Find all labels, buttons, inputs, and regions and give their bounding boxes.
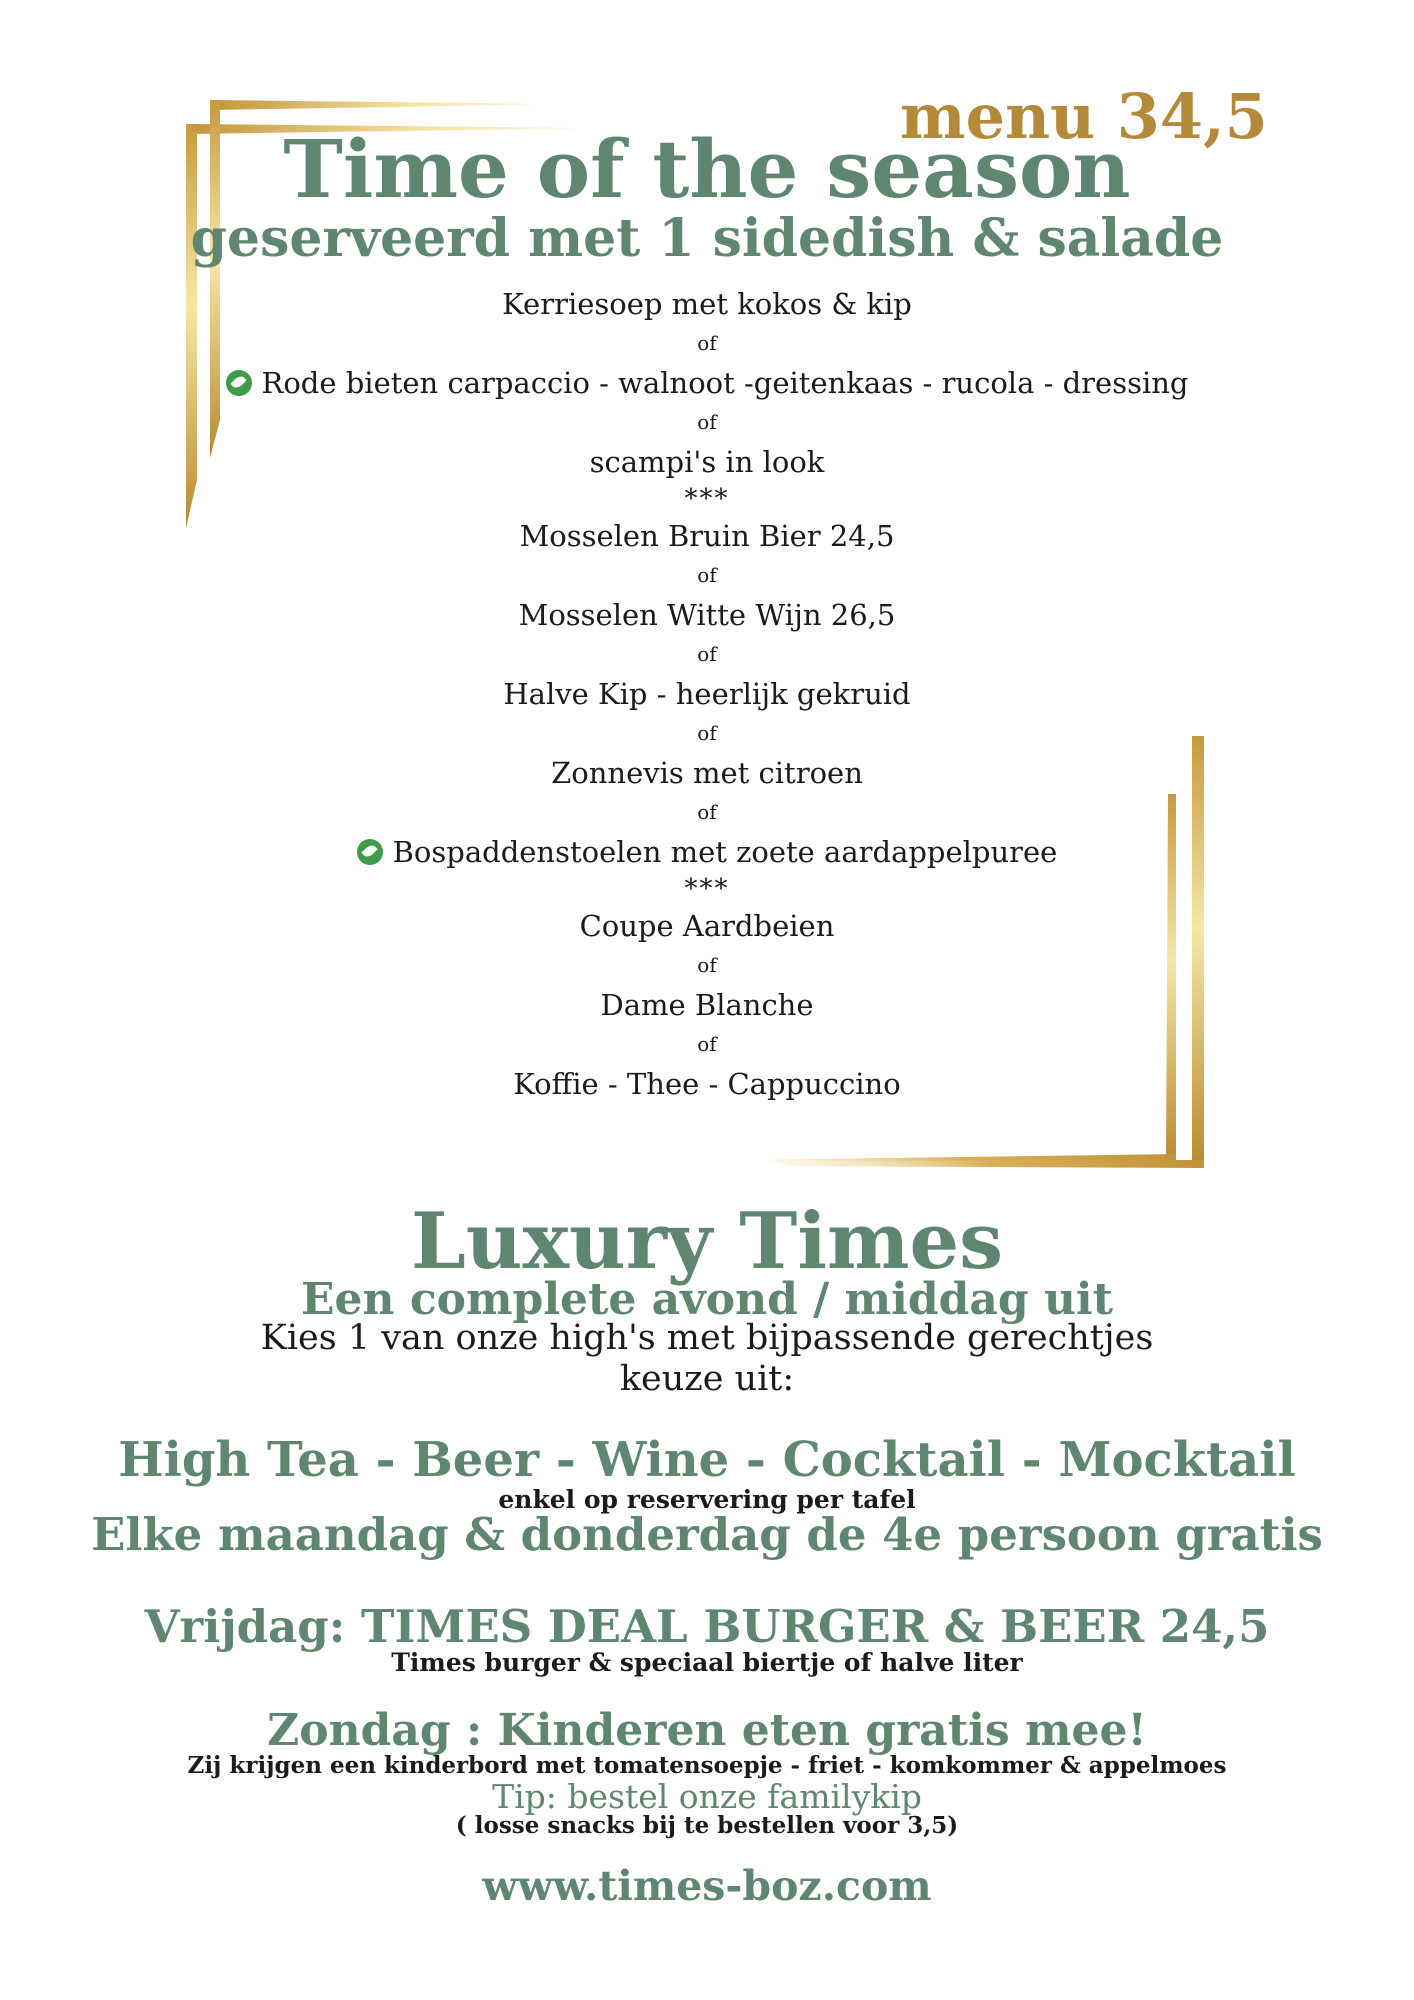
- or-separator: of: [697, 953, 717, 977]
- luxury-intro: Kies 1 van onze high's met bijpassende gerechtjes: [260, 1318, 1154, 1358]
- starter-item: scampi's in look: [589, 445, 825, 479]
- menu-price-tag: menu 34,5: [900, 80, 1268, 153]
- season-menu-title: Time of the season: [283, 122, 1131, 216]
- monday-thursday-offer: Elke maandag & donderdag de 4e persoon gratis: [91, 1508, 1323, 1561]
- vegetarian-leaf-icon: [357, 839, 383, 865]
- main-item: Zonnevis met citroen: [551, 756, 863, 790]
- or-separator: of: [697, 721, 717, 745]
- season-menu-subtitle: geserveerd met 1 sidedish & salade: [190, 208, 1224, 269]
- snacks-note: ( losse snacks bij te bestellen voor 3,5): [455, 1812, 959, 1839]
- course-separator: ***: [684, 484, 730, 514]
- luxury-subtitle: Een complete avond / middag uit: [301, 1274, 1113, 1325]
- dessert-item: Coupe Aardbeien: [579, 909, 835, 943]
- dessert-item: Koffie - Thee - Cappuccino: [513, 1067, 901, 1101]
- sunday-offer-note: Zij krijgen een kinderbord met tomatensoepje - friet - komkommer & appelmoes: [187, 1752, 1227, 1779]
- friday-offer: Vrijdag: TIMES DEAL BURGER & BEER 24,5: [144, 1600, 1270, 1653]
- dessert-item: Dame Blanche: [600, 988, 814, 1022]
- starter-item: [0, 363, 1414, 403]
- luxury-intro-choice: keuze uit:: [619, 1359, 795, 1399]
- highs-options: High Tea - Beer - Wine - Cocktail - Mocktail: [118, 1432, 1296, 1488]
- course-separator: ***: [684, 874, 730, 904]
- dish-label: Bospaddenstoelen met zoete aardappelpuree: [392, 835, 1058, 869]
- vegetarian-leaf-icon: [226, 370, 252, 396]
- luxury-title: Luxury Times: [410, 1196, 1004, 1287]
- starter-item: Kerriesoep met kokos & kip: [502, 287, 912, 321]
- main-item: Mosselen Bruin Bier 24,5: [519, 519, 895, 553]
- or-separator: of: [697, 410, 717, 434]
- website-link[interactable]: www.times-boz.com: [482, 1862, 932, 1910]
- or-separator: of: [697, 800, 717, 824]
- or-separator: of: [697, 563, 717, 587]
- or-separator: of: [697, 642, 717, 666]
- season-menu-list: [0, 284, 1414, 1104]
- main-item: Mosselen Witte Wijn 26,5: [518, 598, 896, 632]
- or-separator: of: [697, 331, 717, 355]
- dish-label: Rode bieten carpaccio - walnoot -geitenkaas - rucola - dressing: [261, 366, 1189, 400]
- reservation-note: enkel op reservering per tafel: [498, 1485, 916, 1514]
- sunday-offer: Zondag : Kinderen eten gratis mee!: [267, 1705, 1147, 1756]
- main-item: Halve Kip - heerlijk gekruid: [503, 677, 911, 711]
- main-item: [0, 832, 1414, 872]
- friday-offer-note: Times burger & speciaal biertje of halve liter: [391, 1648, 1023, 1677]
- family-tip: Tip: bestel onze familykip: [492, 1777, 922, 1816]
- or-separator: of: [697, 1032, 717, 1056]
